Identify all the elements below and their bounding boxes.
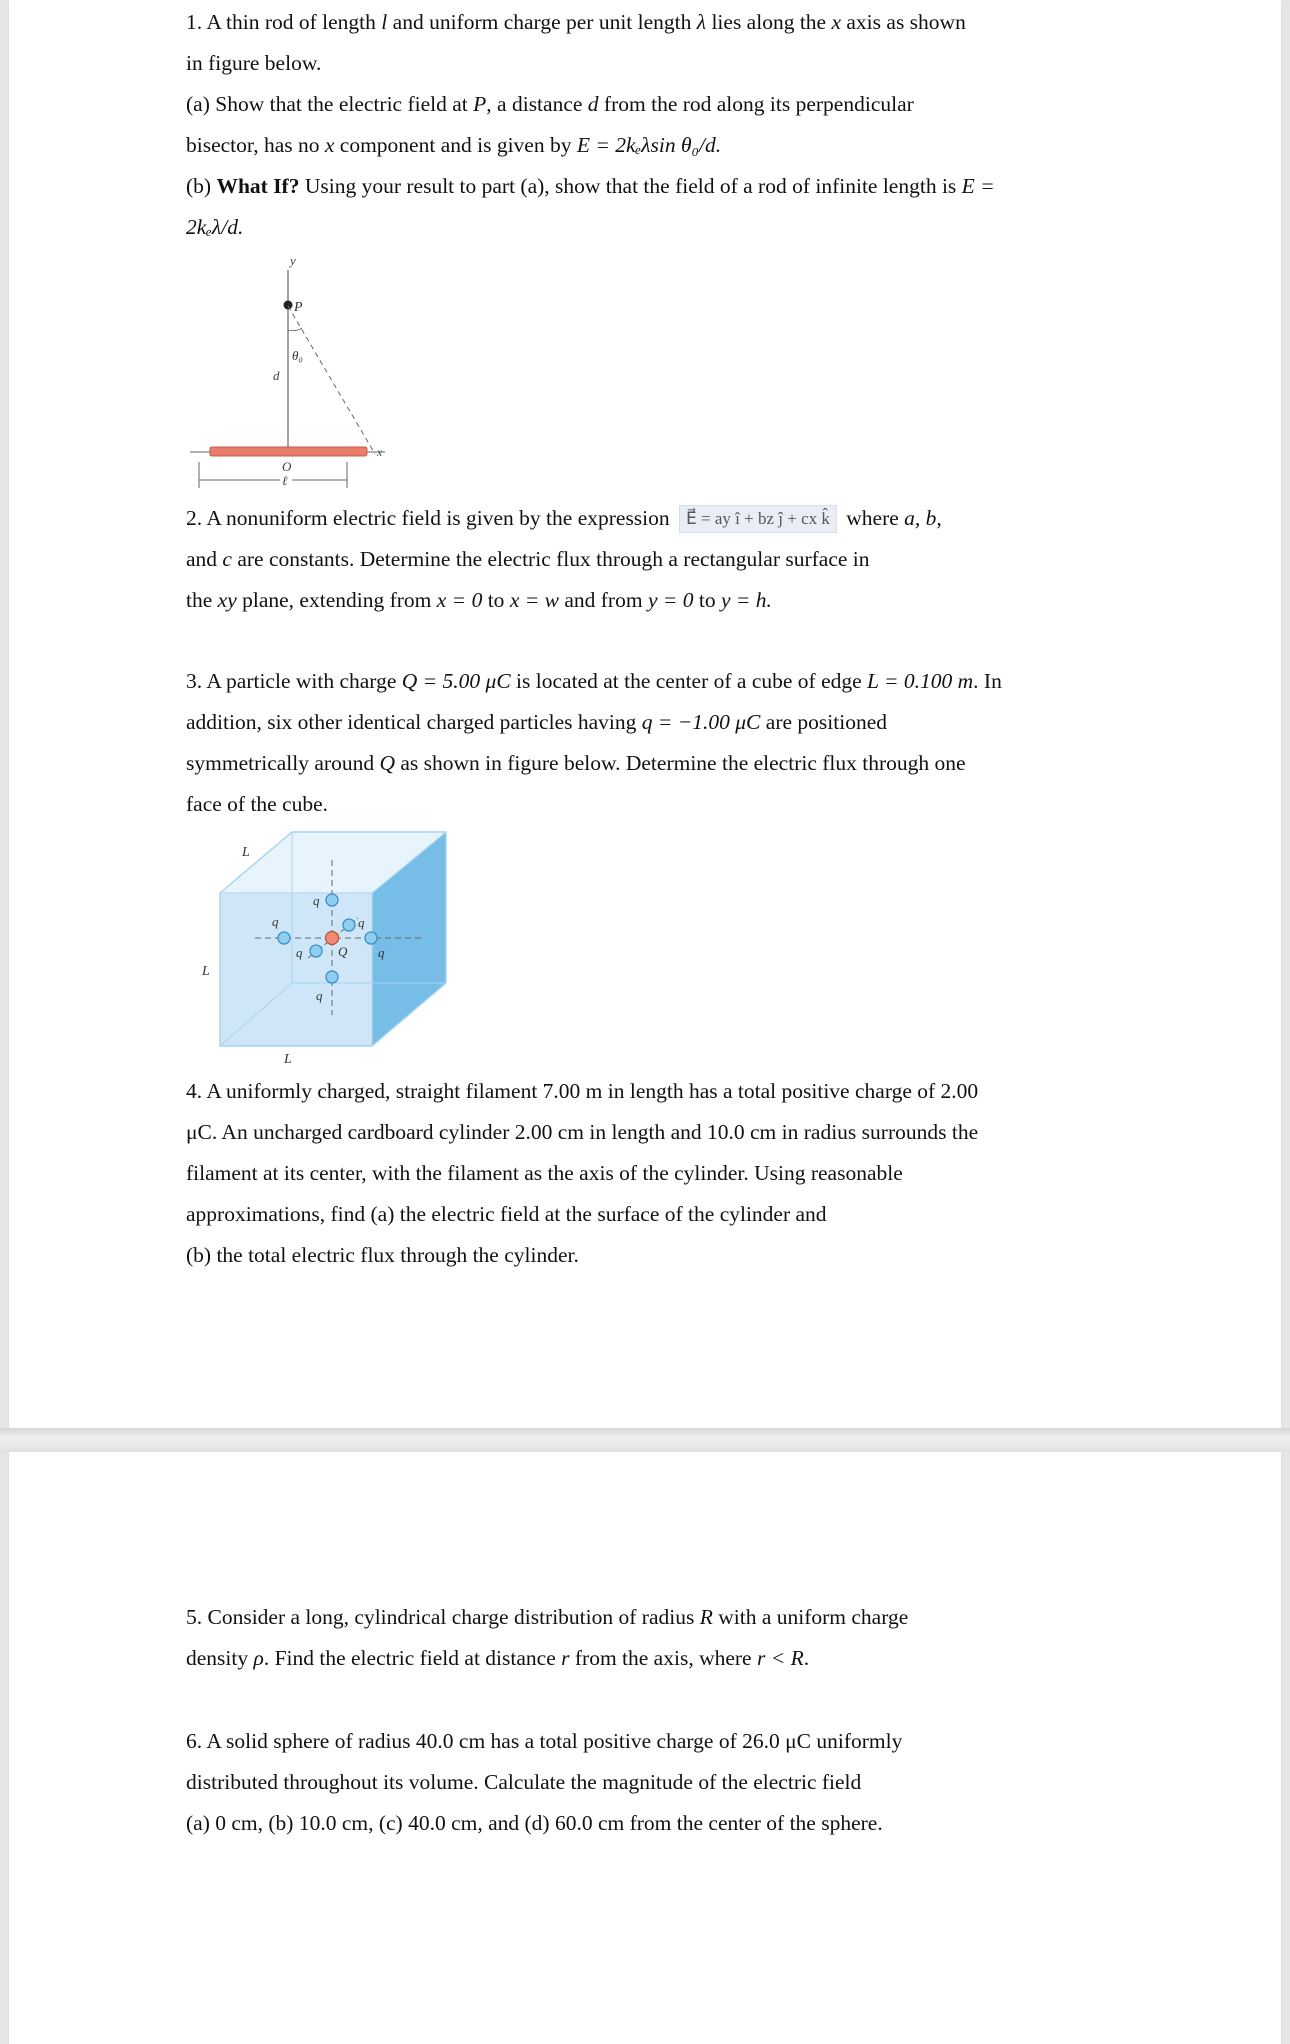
fig1-l-label: ℓ (282, 473, 288, 488)
p1-part-b-line-2: 2kₑλ/d. (186, 215, 244, 239)
p5-line-2: density ρ. Find the electric field at distance r from the axis, where r < R. (186, 1646, 810, 1670)
p4-line-4: approximations, find (a) the electric field at the surface of the cylinder and (186, 1202, 827, 1226)
problem-5 (186, 1597, 1106, 1679)
p3-line-3: symmetrically around Q as shown in figure below. Determine the electric flux through one (186, 751, 966, 775)
p1-line-2: in figure below. (186, 51, 322, 75)
fig1-y-label: y (290, 253, 296, 268)
p2-line-3: the xy plane, extending from x = 0 to x = w and from y = 0 to y = h. (186, 588, 772, 612)
page-divider (0, 1428, 1290, 1452)
Q-label: Q (338, 944, 348, 959)
p6-line-3: (a) 0 cm, (b) 10.0 cm, (c) 40.0 cm, and (d) 60.0 cm from the center of the sphere. (186, 1811, 883, 1835)
p1-part-b-line-1: (b) What If? Using your result to part (a), show that the field of a rod of infinite length is E = (186, 174, 995, 198)
problem-4 (186, 1071, 1106, 1276)
cube-L-left: L (202, 964, 210, 979)
fig1-x-label: x (377, 445, 383, 459)
p6-line-2: distributed throughout its volume. Calculate the magnitude of the electric field (186, 1770, 862, 1794)
rod-figure (190, 250, 410, 495)
fig1-P-label: P (294, 300, 303, 315)
charge-q-bottom (326, 971, 338, 983)
problem-1 (186, 2, 1106, 248)
q-label-back: q (358, 915, 365, 930)
point-P (284, 301, 293, 310)
fig1-theta-label: θ₀ (292, 348, 303, 363)
p1-line-1: 1. A thin rod of length l and uniform charge per unit length λ lies along the x axis as shown (186, 10, 966, 34)
q-label-top: q (313, 893, 320, 908)
cube-L-bottom: L (284, 1052, 292, 1067)
p2-line-1: 2. A nonuniform electric field is given by the expression E⃗ = ay î + bz ĵ + cx k̂ where a, b, (186, 498, 1106, 539)
p4-line-5: (b) the total electric flux through the cylinder. (186, 1243, 579, 1267)
p2-line-2: and c are constants. Determine the electric flux through a rectangular surface in (186, 547, 870, 571)
p4-line-3: filament at its center, with the filament as the axis of the cylinder. Using reasonable (186, 1161, 903, 1185)
charge-q-top (326, 894, 338, 906)
problem-2 (186, 498, 1106, 621)
fig1-d-label: d (273, 368, 280, 383)
p1-part-a-line-2: bisector, has no x component and is given by E = 2kₑλsin θ₀/d. (186, 133, 722, 157)
p1-part-a-line-1: (a) Show that the electric field at P, a distance d from the rod along its perpendicular (186, 92, 914, 116)
p4-line-2: μC. An uncharged cardboard cylinder 2.00 cm in length and 10.0 cm in radius surrounds the (186, 1120, 979, 1144)
problem-3 (186, 661, 1106, 825)
q-label-bottom: q (316, 988, 323, 1003)
p4-line-1: 4. A uniformly charged, straight filament 7.00 m in length has a total positive charge of 2.00 (186, 1079, 979, 1103)
q-label-left: q (272, 914, 279, 929)
charge-q-left (278, 932, 290, 944)
p3-line-4: face of the cube. (186, 792, 329, 816)
charge-q-front (310, 945, 322, 957)
p5-line-1: 5. Consider a long, cylindrical charge distribution of radius R with a uniform charge (186, 1605, 909, 1629)
charged-rod (210, 447, 367, 456)
cube-figure (200, 830, 460, 1070)
fig1-O-label: O (282, 459, 292, 474)
charge-q-right (365, 932, 377, 944)
cube-L-top: L (242, 845, 250, 860)
charge-q-back (343, 919, 355, 931)
p3-line-2: addition, six other identical charged particles having q = −1.00 μC are positioned (186, 710, 887, 734)
p6-line-1: 6. A solid sphere of radius 40.0 cm has a total positive charge of 26.0 μC uniformly (186, 1729, 903, 1753)
q-label-front: q (296, 945, 303, 960)
field-expression: E⃗ = ay î + bz ĵ + cx k̂ (679, 505, 837, 533)
p3-line-1: 3. A particle with charge Q = 5.00 μC is located at the center of a cube of edge L = 0.100 m. In (186, 669, 1002, 693)
q-label-right: q (378, 945, 385, 960)
problem-6 (186, 1721, 1106, 1844)
charge-Q-center (326, 932, 339, 945)
